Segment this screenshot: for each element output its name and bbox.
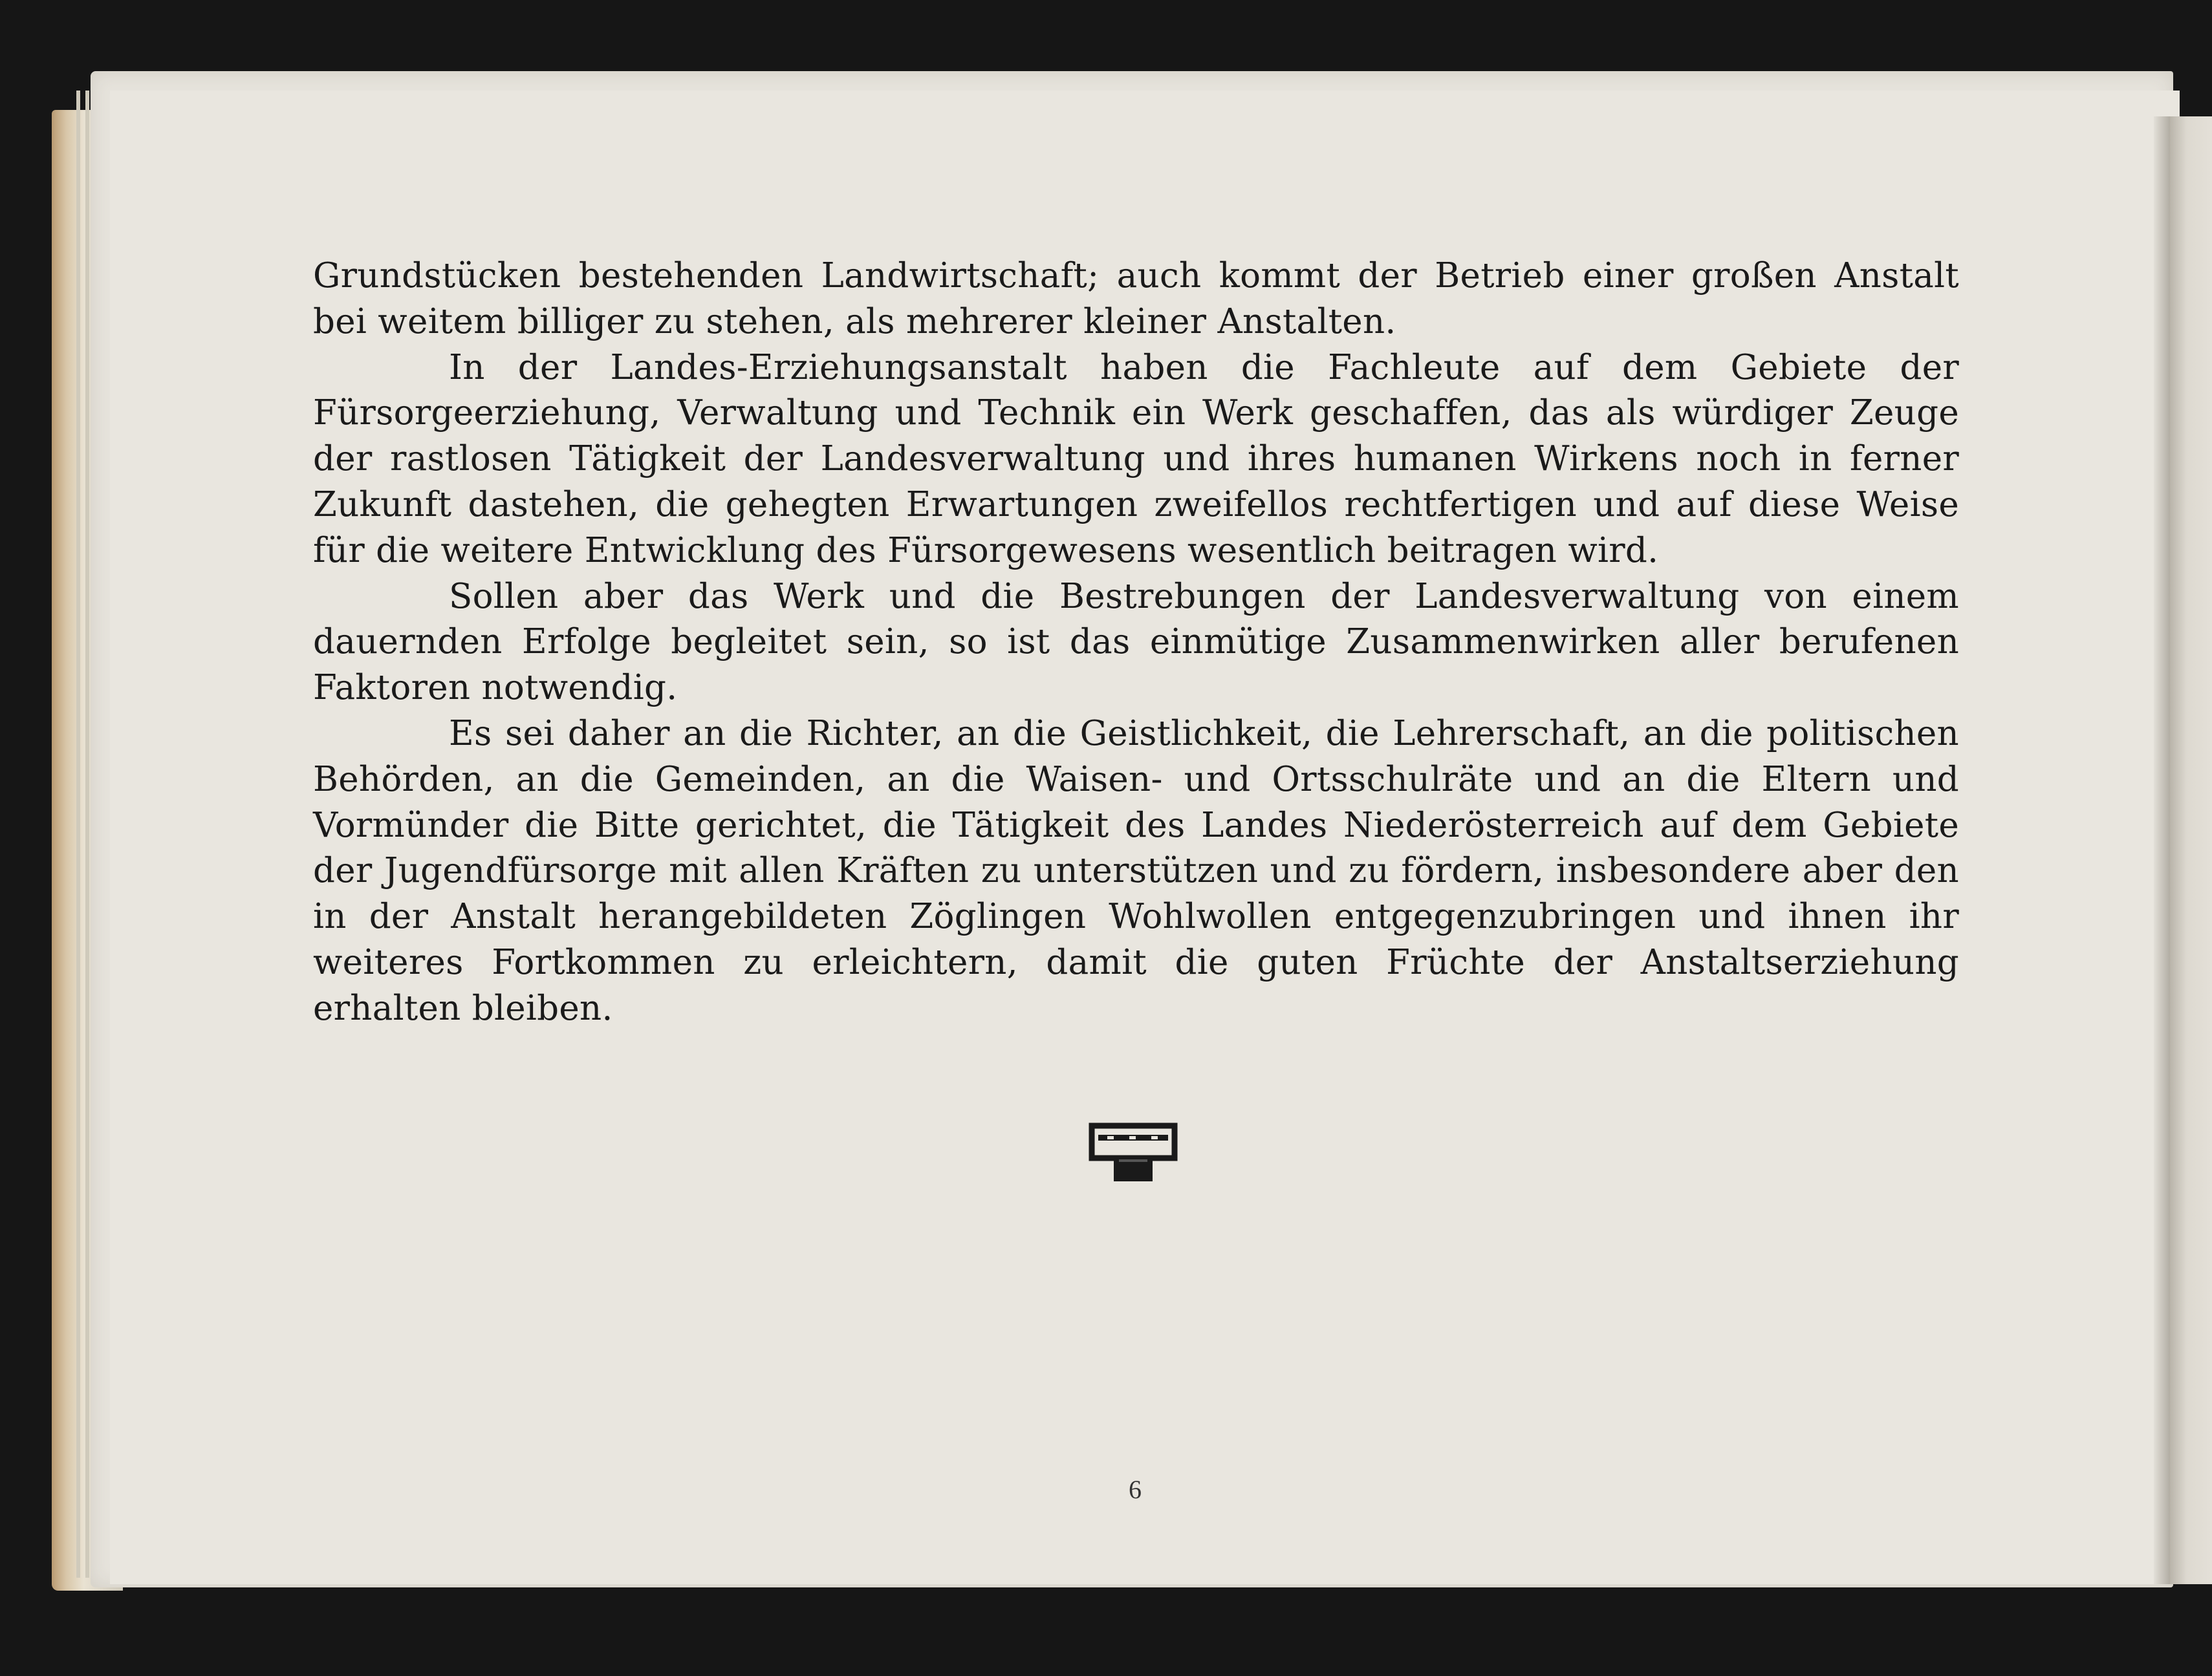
paragraph-1: Grundstücken bestehenden Landwirtschaft; auch kommt der Betrieb einer großen Anstalt bei weitem billiger zu stehen, als mehrerer kleiner Anstalten. [313,256,1959,341]
facing-page-edge [2170,116,2212,1584]
body-text [313,253,1959,1032]
page-edge-line [85,91,89,1578]
paragraph-4: Es sei daher an die Richter, an die Geistlichkeit, die Lehrerschaft, an die politischen Behörden, an die Gemeinden, an die Waisen- und Ortsschulräte und an die Eltern und Vormünder die Bitte gerichtet, die Tätigkeit des Landes Niederösterreich auf dem Gebiete der Jugendfürsorge mit allen Kräften zu unterstützen und zu fördern, insbesondere aber den in der Anstalt herangebildeten Zöglingen Wohlwollen entgegenzubringen und ihnen ihr weiteres Fortkommen zu erleichtern, damit die guten Früchte der Anstaltserziehung erhalten bleiben. [313,713,1959,1028]
page-number: 6 [1129,1475,1142,1504]
page-edge-line [76,91,80,1578]
paragraph-2: In der Landes-Erziehungsanstalt haben die Fachleute auf dem Gebiete der Fürsorgeerziehung, Verwaltung und Technik ein Werk geschaffen, das als würdiger Zeuge der rastlosen Tätigkeit der Landesverwaltung und ihres humanen Wirkens noch in ferner Zukunft dastehen, die gehegten Erwartungen zweifellos rechtfertigen und auf diese Weise für die weitere Entwicklung des Fürsorgewesens wesentlich beitragen wird. [313,347,1959,570]
printers-ornament-icon [1088,1122,1178,1184]
paragraph-3: Sollen aber das Werk und die Bestrebungen der Landesverwaltung von einem dauernden Erfolge begleitet sein, so ist das einmütige Zusammenwirken aller berufenen Faktoren notwendig. [313,576,1959,708]
